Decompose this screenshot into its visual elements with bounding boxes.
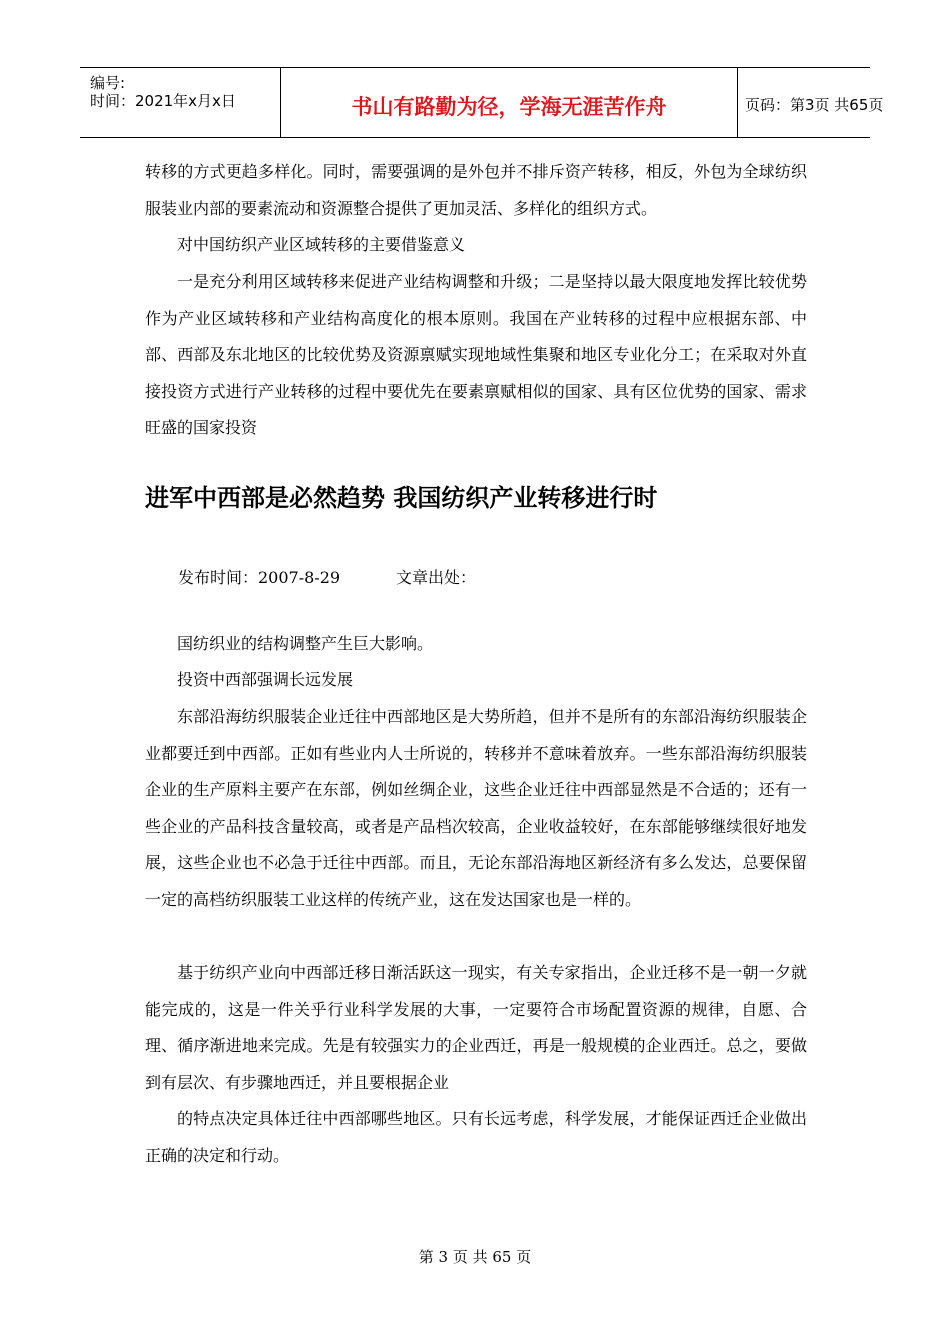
header-page-cell	[737, 68, 884, 137]
paragraph-expert-opinion: 基于纺织产业向中西部迁移日渐活跃这一现实，有关专家指出，企业迁移不是一朝一夕就能完成的，这是一件关乎行业科学发展的大事，一定要符合市场配置资源的规律，自愿、合理、循序渐进地来完成。先是有较强实力的企业西迁，再是一般规模的企业西迁。总之，要做到有层次、有步骤地西迁，并且要根据企业	[145, 963, 807, 1092]
header-motto: 书山有路勤为径，学海无涯苦作舟	[351, 95, 667, 119]
paragraph-conclusion: 的特点决定具体迁往中西部哪些地区。只有长远考虑，科学发展，才能保证西迁企业做出正确的决定和行动。	[145, 1109, 807, 1165]
page-header	[80, 67, 884, 138]
paragraph-continuation: 转移的方式更趋多样化。同时，需要强调的是外包并不排斥资产转移，相反，外包为全球纺织服装业内部的要素流动和资源整合提供了更加灵活、多样化的组织方式。	[145, 162, 807, 218]
paragraph-lessons: 一是充分利用区域转移来促进产业结构调整和升级；二是坚持以最大限度地发挥比较优势作为产业区域转移和产业结构高度化的根本原则。我国在产业转移的过程中应根据东部、中部、西部及东北地区的比较优势及资源禀赋实现地域性集聚和地区专业化分工；在采取对外直接投资方式进行产业转移的过程中要优先在要素禀赋相似的国家、具有区位优势的国家、需求旺盛的国家投资	[145, 272, 807, 438]
header-page-info: 页码：第3页 共65页	[745, 96, 884, 114]
paragraph-intro: 国纺织业的结构调整产生巨大影响。	[177, 634, 434, 653]
paragraph-east-coast: 东部沿海纺织服装企业迁往中西部地区是大势所趋，但并不是所有的东部沿海纺织服装企业都要迁到中西部。正如有些业内人士所说的，转移并不意味着放弃。一些东部沿海纺织服装企业的生产原料主要产在东部，例如丝绸企业，这些企业迁往中西部显然是不合适的；还有一些企业的产品科技含量较高，或者是产品档次较高，企业收益较好，在东部能够继续很好地发展，这些企业也不必急于迁往中西部。而且，无论东部沿海地区新经济有多么发达，总要保留一定的高档纺织服装工业这样的传统产业，这在发达国家也是一样的。	[145, 707, 807, 909]
article-title: 进军中西部是必然趋势 我国纺织产业转移进行时	[145, 484, 658, 512]
publish-time: 发布时间：2007-8-29	[178, 568, 341, 587]
document-date-label: 时间：2021年x月x日	[90, 92, 236, 110]
article-source: 文章出处：	[396, 568, 477, 587]
document-number-label: 编号:	[90, 74, 126, 92]
section-heading-investment: 投资中西部强调长远发展	[177, 670, 354, 689]
page-footer: 第 3 页 共 65 页	[418, 1248, 532, 1266]
section-heading-lessons: 对中国纺织产业区域转移的主要借鉴意义	[177, 235, 466, 254]
header-info-cell	[80, 68, 280, 137]
header-motto-cell	[280, 68, 738, 137]
